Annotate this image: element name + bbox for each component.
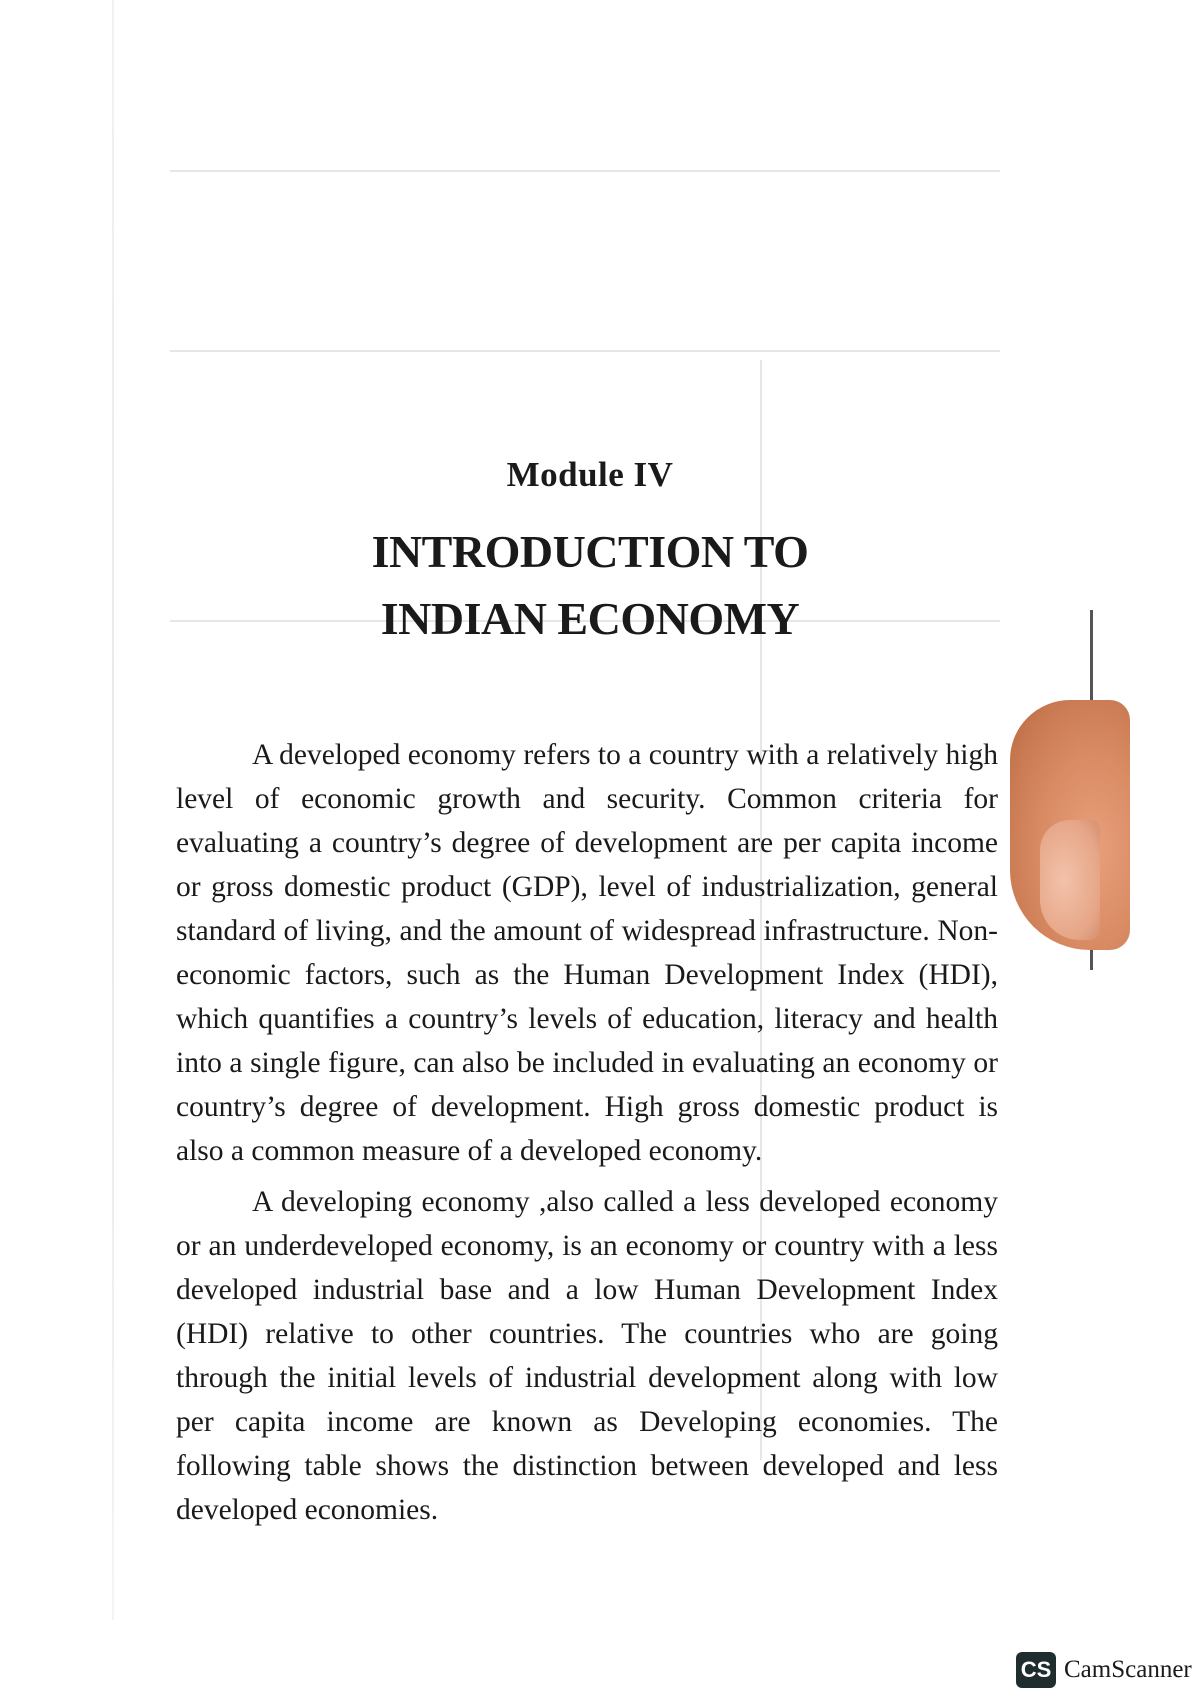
chapter-title-line-1: INTRODUCTION TO (371, 526, 809, 577)
bleed-through-rule (170, 170, 1000, 172)
chapter-title (340, 518, 840, 652)
page-gutter-edge (112, 0, 114, 1620)
camscanner-label: CamScanner (1064, 1656, 1192, 1683)
paragraph-developed-economy: A developed economy refers to a country with a relatively high level of economic growth and security. Common criteria for evaluating a country’s degree of development are per capita income or gross domestic product (GDP), level of industrialization, general standard of living, and the amount of widespread infrastructure. Non-economic factors, such as the Human Development Index (HDI), which quantifies a country’s levels of education, literacy and health into a single figure, can also be included in evaluating an economy or country’s degree of development. High gross domestic product is also a common measure of a developed economy. (176, 739, 998, 1167)
thumb-nail-image (1040, 820, 1100, 940)
body-text (176, 733, 998, 1539)
camscanner-logo-icon: CS (1016, 1652, 1056, 1688)
chapter-title-line-2: INDIAN ECONOMY (380, 593, 800, 644)
camscanner-watermark (1016, 1650, 1192, 1690)
bleed-through-rule (170, 350, 1000, 352)
paragraph-developing-economy: A developing economy ,also called a less developed economy or an underdeveloped economy, is an economy or country with a less developed industrial base and a low Human Development Index (HDI) relative to other countries. The countries who are going through the initial levels of industrial development along with low per capita income are known as Developing economies. The following table shows the distinction between developed and less developed economies. (176, 1186, 998, 1526)
module-label: Module IV (506, 455, 674, 494)
